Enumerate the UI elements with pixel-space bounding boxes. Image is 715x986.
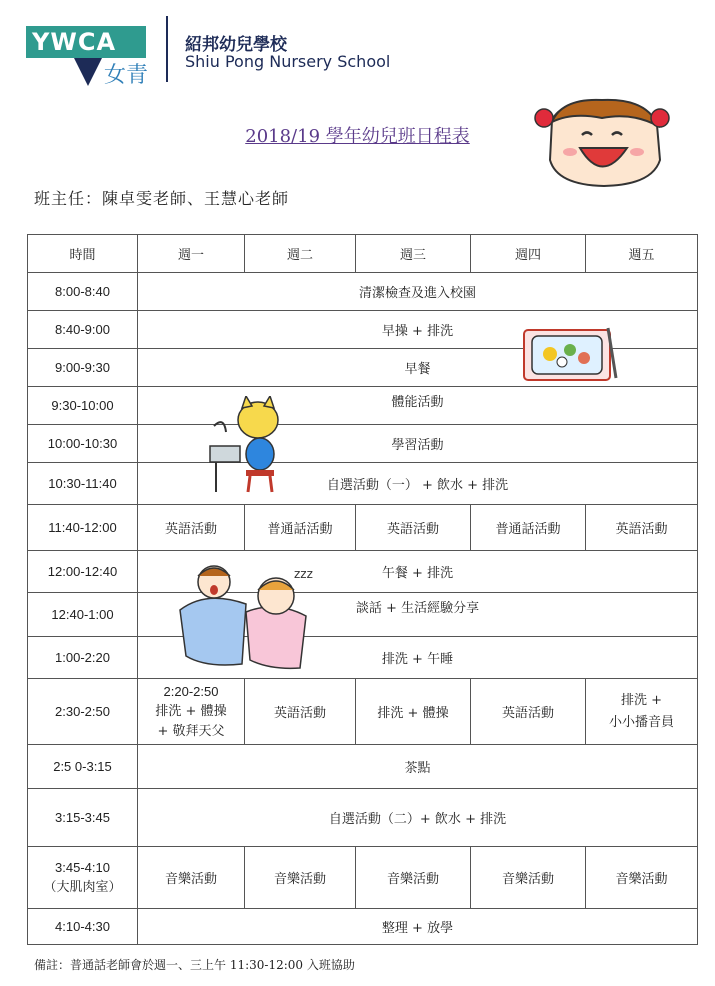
mon-line2: + 敬拜天父 bbox=[157, 723, 225, 739]
day-cell-mon: 英語活動 bbox=[138, 505, 245, 551]
activity-cell: 自選活動（一） + 飲水 + 排洗 bbox=[138, 463, 698, 505]
day-cell-mon bbox=[138, 679, 245, 745]
table-row bbox=[28, 463, 698, 505]
day-cell-mon: 音樂活動 bbox=[138, 847, 245, 909]
mon-line1: 排洗 + 體操 bbox=[155, 703, 227, 719]
table-row bbox=[28, 387, 698, 425]
time-cell: 12:40-1:00 bbox=[28, 593, 138, 637]
table-row bbox=[28, 909, 698, 945]
day-cell-fri bbox=[586, 679, 698, 745]
logo-triangle bbox=[74, 58, 102, 86]
school-name-en: Shiu Pong Nursery School bbox=[185, 52, 391, 71]
day-cell-wed: 音樂活動 bbox=[356, 847, 471, 909]
day-cell-tue: 普通話活動 bbox=[245, 505, 356, 551]
sleeping-kids-icon bbox=[176, 560, 322, 670]
ywca-logo bbox=[26, 18, 166, 86]
svg-text:zzz: zzz bbox=[294, 567, 313, 581]
time-cell: 12:00-12:40 bbox=[28, 551, 138, 593]
time-cell: 11:40-12:00 bbox=[28, 505, 138, 551]
table-row bbox=[28, 551, 698, 593]
time-cell: 9:30-10:00 bbox=[28, 387, 138, 425]
time-line1: 3:45-4:10 bbox=[55, 859, 110, 875]
activity-cell: 早操 + 排洗 bbox=[138, 311, 698, 349]
activity-cell: 排洗 + 午睡 bbox=[138, 637, 698, 679]
activity-cell: 早餐 bbox=[138, 349, 698, 387]
table-row bbox=[28, 505, 698, 551]
day-cell-thu: 普通話活動 bbox=[471, 505, 586, 551]
class-teachers: 班主任：陳卓雯老師、王慧心老師 bbox=[34, 189, 290, 208]
header-divider bbox=[166, 16, 168, 82]
activity-cell: 自選活動（二）+ 飲水 + 排洗 bbox=[138, 789, 698, 847]
girl-face-icon bbox=[532, 90, 672, 190]
header-cell-tue: 週二 bbox=[245, 235, 356, 273]
header-cell-mon: 週一 bbox=[138, 235, 245, 273]
table-row bbox=[28, 637, 698, 679]
table-row bbox=[28, 593, 698, 637]
logo-ywca-text: YWCA bbox=[26, 26, 146, 58]
time-cell: 3:15-3:45 bbox=[28, 789, 138, 847]
table-row bbox=[28, 789, 698, 847]
time-cell bbox=[28, 847, 138, 909]
footnote: 備註：普通話老師會於週一、三上午 11:30-12:00 入班協助 bbox=[34, 958, 355, 972]
activity-cell: 清潔檢查及進入校園 bbox=[138, 273, 698, 311]
lunchbox-icon bbox=[520, 318, 620, 384]
time-line2: （大肌肉室） bbox=[43, 879, 122, 895]
day-cell-fri: 音樂活動 bbox=[586, 847, 698, 909]
table-row bbox=[28, 847, 698, 909]
day-cell-thu: 音樂活動 bbox=[471, 847, 586, 909]
time-cell: 4:10-4:30 bbox=[28, 909, 138, 945]
day-cell-tue: 音樂活動 bbox=[245, 847, 356, 909]
logo-sub-text: 女青 bbox=[104, 63, 149, 88]
time-cell: 9:00-9:30 bbox=[28, 349, 138, 387]
cat-washing-icon bbox=[206, 396, 286, 494]
page-title-text: 2018/19 學年幼兒班日程表 bbox=[245, 126, 470, 147]
day-cell-thu: 英語活動 bbox=[471, 679, 586, 745]
day-cell-tue: 英語活動 bbox=[245, 679, 356, 745]
table-row bbox=[28, 679, 698, 745]
header-cell-thu: 週四 bbox=[471, 235, 586, 273]
header-cell-time: 時間 bbox=[28, 235, 138, 273]
header-cell-fri: 週五 bbox=[586, 235, 698, 273]
activity-cell: 體能活動 bbox=[138, 387, 698, 425]
time-cell: 2:5 0-3:15 bbox=[28, 745, 138, 789]
fri-line1: 排洗 + bbox=[620, 692, 663, 708]
time-cell: 2:30-2:50 bbox=[28, 679, 138, 745]
time-cell: 8:00-8:40 bbox=[28, 273, 138, 311]
day-cell-wed: 排洗 + 體操 bbox=[356, 679, 471, 745]
activity-cell: 整理 + 放學 bbox=[138, 909, 698, 945]
activity-cell: 學習活動 bbox=[138, 425, 698, 463]
activity-cell: 午餐 + 排洗 bbox=[138, 551, 698, 593]
mon-time: 2:20-2:50 bbox=[163, 683, 219, 699]
table-row bbox=[28, 425, 698, 463]
fri-line2: 小小播音員 bbox=[608, 714, 674, 730]
activity-cell: 談話 + 生活經驗分享 bbox=[138, 593, 698, 637]
table-row bbox=[28, 745, 698, 789]
time-cell: 8:40-9:00 bbox=[28, 311, 138, 349]
day-cell-fri: 英語活動 bbox=[586, 505, 698, 551]
day-cell-wed: 英語活動 bbox=[356, 505, 471, 551]
activity-cell: 茶點 bbox=[138, 745, 698, 789]
time-cell: 1:00-2:20 bbox=[28, 637, 138, 679]
header-cell-wed: 週三 bbox=[356, 235, 471, 273]
time-cell: 10:30-11:40 bbox=[28, 463, 138, 505]
table-header-row bbox=[28, 235, 698, 273]
table-row bbox=[28, 273, 698, 311]
school-name-zh: 紹邦幼兒學校 bbox=[185, 35, 287, 55]
time-cell: 10:00-10:30 bbox=[28, 425, 138, 463]
